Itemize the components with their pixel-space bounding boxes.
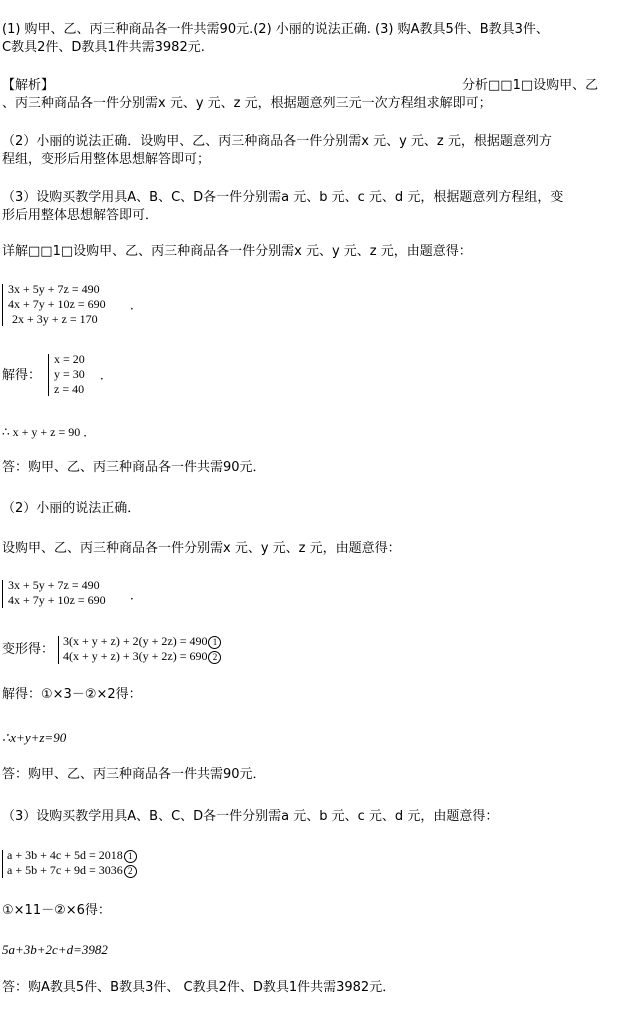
answer-part-2: 答：购甲、乙、丙三种商品各一件共需90元． [2,767,266,782]
detail-intro: 详解□□1□设购甲、乙、丙三种商品各一件分别需x 元、y 元、z 元，由题意得： [2,244,472,259]
transform-label: 变形得： [2,642,55,657]
equation-text: 3(x + y + z) + 2(y + 2z) = 490 [63,634,208,648]
part2-title: （2）小丽的说法正确． [2,501,141,516]
equation: 2x + 3y + z = 170 [12,312,98,326]
equation [63,634,221,649]
circled-number: 1 [124,850,137,863]
brace [2,580,7,608]
equation [7,863,137,878]
period: ． [130,298,143,312]
equation [63,649,221,664]
brace [2,284,7,326]
period: ． [100,368,113,382]
period: ． [130,588,143,602]
equation-system-2 [2,578,202,610]
analysis-p1-line2: 、丙三种商品各一件分别需x 元、y 元、z 元，根据题意列三元一次方程组求解即可； [2,96,492,111]
equation: 3x + 5y + 7z = 490 [8,578,100,592]
equation-text: 4(x + y + z) + 3(y + 2z) = 690 [63,649,208,663]
equation: 4x + 7y + 10z = 690 [8,297,106,311]
part3-intro: （3）设购买教学用具A、B、C、D各一件分别需a 元、b 元、c 元、d 元，由题意得： [2,809,499,824]
sum-line-1: ∴ x + y + z = 90 ． [2,425,96,439]
analysis-p2-line1: （2）小丽的说法正确．设购甲、乙、丙三种商品各一件分别需x 元、y 元、z 元，根据题意列方 [2,134,552,149]
equation: x = 20 [54,352,85,366]
equation-text: a + 5b + 7c + 9d = 3036 [7,863,123,877]
circled-number: 2 [208,651,221,664]
equation: y = 30 [54,367,85,381]
equation: 3x + 5y + 7z = 490 [8,282,100,296]
analysis-p2-line2: 程组，变形后用整体思想解答即可； [2,152,211,167]
analysis-header: 【解析】 [2,78,55,93]
circled-number: 2 [124,865,137,878]
solve-label: 解得： [2,368,42,383]
combine-step: ①×11－②×6得： [2,903,111,918]
answer-line-2: C教具2件、D教具1件共需3982元. [2,40,205,55]
equation [7,848,137,863]
part2-intro: 设购甲、乙、丙三种商品各一件分别需x 元、y 元、z 元，由题意得： [2,541,401,556]
analysis-header-right: 分析□□1□设购甲、乙 [462,78,599,93]
circled-number: 1 [208,636,221,649]
answer-line-1: (1) 购甲、乙、丙三种商品各一件共需90元.(2) 小丽的说法正确. (3) 购A教具5件、B教具3件、 [2,22,549,37]
equation-system-1 [2,282,202,328]
solution-system-1 [48,352,128,398]
solve-step-2: 解得：①×3－②×2得： [2,687,142,702]
equation-text: a + 3b + 4c + 5d = 2018 [7,848,123,862]
equation: z = 40 [54,382,85,396]
analysis-p3-line1: （3）设购买教学用具A、B、C、D各一件分别需a 元、b 元、c 元、d 元，根据题意列方程组，变 [2,190,564,205]
equation: 4x + 7y + 10z = 690 [8,593,106,607]
equation-system-4 [2,848,202,880]
analysis-p3-line2: 形后用整体思想解答即可． [2,208,159,223]
sum-line-2: ∴x+y+z=90 [2,730,67,745]
answer-part-3: 答：购A教具5件、B教具3件、 C教具2件、D教具1件共需3982元． [2,980,396,995]
equation-system-3 [58,634,278,666]
brace [48,354,53,396]
result-equation: 5a+3b+2c+d=3982 [2,942,108,957]
answer-part-1: 答：购甲、乙、丙三种商品各一件共需90元． [2,460,266,475]
